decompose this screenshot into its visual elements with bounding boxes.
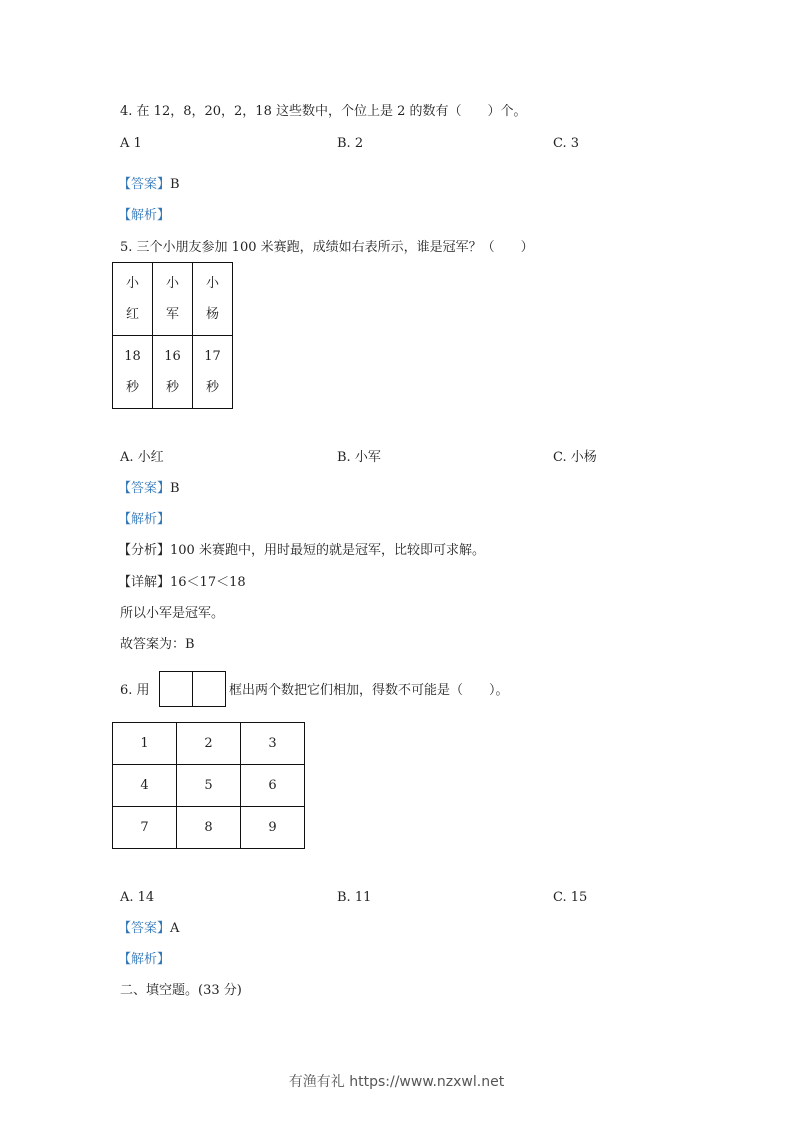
section-title: 二、填空题。(33 分) [120, 983, 242, 998]
q4-analysis-tag: 【解析】 [118, 208, 171, 223]
q4-answer [118, 177, 180, 193]
grid-cell: 4 [113, 765, 177, 807]
answer-value: B [170, 177, 180, 192]
two-cell-frame-icon [159, 671, 226, 707]
table-cell-name: 小 红 [113, 263, 153, 336]
q5-option-b: B. 小军 [337, 450, 381, 465]
q5-results-table [112, 262, 233, 409]
answer-tag: 【答案】 [118, 481, 171, 496]
q6-stem-suffix: 框出两个数把它们相加，得数不可能是（ ）。 [229, 683, 509, 698]
table-cell-time: 17 秒 [193, 336, 233, 409]
q4-option-c: C. 3 [553, 136, 580, 151]
grid-cell: 6 [241, 765, 305, 807]
q4-stem: 4. 在 12，8，20，2，18 这些数中，个位上是 2 的数有（ ）个。 [120, 104, 527, 119]
footer-watermark: 有渔有礼 https://www.nzxwl.net [288, 1074, 505, 1090]
q6-option-b: B. 11 [337, 890, 372, 905]
q5-answer [118, 481, 180, 497]
q6-option-c: C. 15 [553, 890, 588, 905]
fenxi-tag: 【分析】 [118, 543, 171, 558]
q6-analysis-tag: 【解析】 [118, 952, 171, 967]
grid-cell: 8 [177, 807, 241, 849]
answer-value: B [170, 481, 180, 496]
q6-answer [118, 921, 179, 937]
grid-cell: 2 [177, 723, 241, 765]
answer-tag: 【答案】 [118, 177, 171, 192]
q5-conclusion: 所以小军是冠军。 [120, 606, 225, 621]
answer-tag: 【答案】 [118, 921, 171, 936]
q4-option-b: B. 2 [337, 136, 364, 151]
q5-xiangjie: 【详解】16＜17＜18 [118, 575, 246, 590]
q4-option-a: A 1 [120, 136, 142, 151]
xiangjie-tag: 【详解】 [118, 575, 171, 590]
grid-cell: 3 [241, 723, 305, 765]
table-cell-time: 18 秒 [113, 336, 153, 409]
q6-number-grid [112, 722, 305, 849]
q5-stem: 5. 三个小朋友参加 100 米赛跑，成绩如右表所示，谁是冠军？（ ） [120, 240, 534, 255]
answer-value: A [170, 921, 180, 936]
grid-cell: 1 [113, 723, 177, 765]
q6-stem-prefix: 6. 用 [120, 683, 150, 698]
q5-final-answer: 故答案为：B [120, 637, 195, 652]
table-cell-name: 小 军 [153, 263, 193, 336]
grid-cell: 9 [241, 807, 305, 849]
q5-option-c: C. 小杨 [553, 450, 597, 465]
grid-cell: 7 [113, 807, 177, 849]
grid-cell: 5 [177, 765, 241, 807]
table-cell-time: 16 秒 [153, 336, 193, 409]
q5-fenxi: 【分析】100 米赛跑中，用时最短的就是冠军，比较即可求解。 [118, 543, 485, 558]
q6-option-a: A. 14 [120, 890, 155, 905]
q5-analysis-tag: 【解析】 [118, 512, 171, 527]
q5-option-a: A. 小红 [120, 450, 164, 465]
table-cell-name: 小 杨 [193, 263, 233, 336]
